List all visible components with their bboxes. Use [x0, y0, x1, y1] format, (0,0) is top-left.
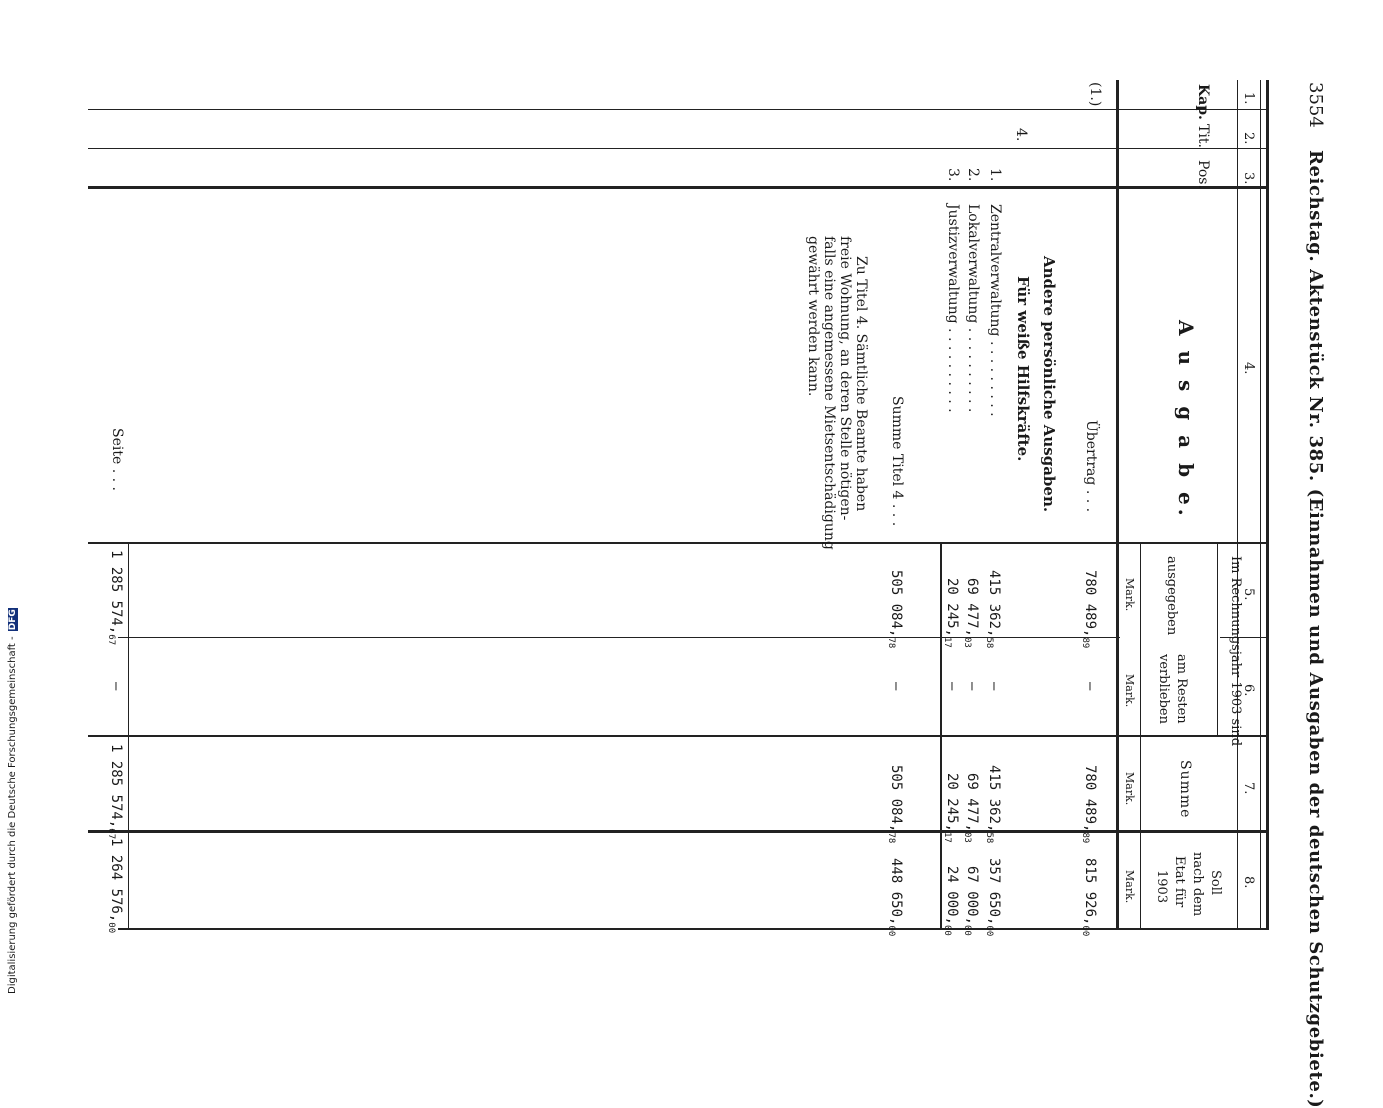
- footer-credit: [0, 608, 19, 1000]
- item-1-pos: 1.: [987, 168, 1003, 182]
- header-mark-5: Mark.: [1123, 578, 1136, 612]
- header-pos: Pos.: [1195, 160, 1211, 189]
- header-ausgabe: A u s g a b e.: [1174, 320, 1198, 520]
- item-1-summe: 415 $362,_{58}$: [984, 765, 1002, 844]
- seite-summe: 1 285 $574,_{67}$: [106, 744, 124, 840]
- header-am-resten: am Resten: [1174, 654, 1189, 724]
- note-line-4: gewährt werden kann.: [805, 236, 821, 397]
- uebertrag-resten: —: [1082, 682, 1098, 691]
- header-soll-3: Etat für: [1172, 856, 1187, 908]
- item-1-label: Zentralverwaltung . . . . . . . . .: [987, 204, 1003, 417]
- uebertrag-label: Übertrag . . .: [1083, 420, 1099, 513]
- rule-seite: [128, 544, 129, 930]
- titel-subheading: Für weiße Hilfskräfte.: [1014, 276, 1032, 462]
- summe-titel-ausgegeben: 505 $084,_{78}$: [886, 570, 904, 649]
- rule-col5: [88, 542, 1268, 544]
- frame-right-outer: [1266, 80, 1269, 930]
- note-line-1: Zu Titel 4. Sämtliche Beamte haben: [853, 256, 869, 512]
- header-mark-6: Mark.: [1123, 674, 1136, 708]
- page-number: 3554: [1305, 82, 1326, 128]
- seite-resten: —: [108, 682, 124, 691]
- item-2-soll: 67 $000,_{00}$: [962, 866, 980, 936]
- seite-soll: 1 264 $576,_{00}$: [106, 838, 124, 934]
- uebertrag-soll: 815 $926,_{00}$: [1080, 858, 1098, 937]
- header-mark-8: Mark.: [1123, 870, 1136, 904]
- header-summe: Summe: [1177, 760, 1193, 819]
- rule-header: [1116, 80, 1119, 930]
- colnum-3: 3.: [1241, 172, 1256, 185]
- rule-col1: [88, 109, 1268, 110]
- item-3-pos: 3.: [945, 168, 961, 182]
- header-soll-4: 1903: [1154, 870, 1169, 904]
- colnum-4: 4.: [1241, 362, 1256, 375]
- frame-top-thick: [88, 186, 1268, 189]
- header-soll-2: nach dem: [1190, 852, 1205, 917]
- rule-col7: [88, 735, 1268, 737]
- colnum-8: 8.: [1241, 876, 1256, 889]
- rule-colnumbers: [1237, 80, 1238, 930]
- colnum-6: 6.: [1241, 684, 1256, 697]
- note-line-3: falls eine angemessene Mietsentschädigung: [821, 236, 837, 550]
- titel-number: 4.: [1013, 128, 1029, 142]
- item-1-resten: —: [986, 682, 1002, 691]
- header-rechnungsjahr: Im Rechnungsjahr 1903 sind: [1228, 556, 1243, 747]
- header-kap: Kap.: [1195, 84, 1211, 120]
- rule-col2: [88, 148, 1268, 149]
- item-3-soll: 24 $000,_{00}$: [942, 866, 960, 936]
- header-soll-1: Soll: [1208, 870, 1223, 896]
- colnum-1: 1.: [1241, 92, 1256, 105]
- titel-heading: Andere persönliche Ausgaben.: [1040, 256, 1058, 513]
- kap-value: (1.): [1087, 82, 1103, 107]
- item-2-summe: 69 $477,_{03}$: [962, 773, 980, 843]
- item-2-pos: 2.: [965, 168, 981, 182]
- summe-titel-label: Summe Titel 4 . . .: [889, 396, 905, 527]
- uebertrag-ausgegeben: 780 $489,_{89}$: [1080, 570, 1098, 649]
- dfg-logo: DFG: [8, 609, 18, 631]
- item-3-summe: 20 $245,_{17}$: [942, 773, 960, 843]
- footer-note: Digitalisierung gefördert durch die Deutsche Forschungsgemeinschaft -: [7, 636, 18, 994]
- item-1-soll: 357 $650,_{00}$: [984, 858, 1002, 937]
- rule-mark: [1140, 544, 1141, 930]
- summe-titel-summe: 505 $084,_{78}$: [886, 765, 904, 844]
- item-2-label: Lokalverwaltung . . . . . . . . . .: [965, 204, 981, 413]
- header-verblieben: verblieben: [1156, 654, 1171, 724]
- rule-rechnungsjahr: [1120, 637, 1220, 638]
- item-3-ausgegeben: 20 $245,_{17}$: [942, 578, 960, 648]
- note-line-2: freie Wohnung, an deren Stelle nötigen-: [837, 236, 853, 521]
- seite-label: Seite . . .: [109, 428, 125, 491]
- summe-titel-resten: —: [888, 682, 904, 691]
- colnum-5: 5.: [1241, 588, 1256, 601]
- item-3-resten: —: [944, 682, 960, 691]
- item-3-label: Justizverwaltung . . . . . . . . . .: [945, 204, 961, 413]
- colnum-2: 2.: [1241, 132, 1256, 145]
- rule-rechnungsjahr-sub: [1217, 544, 1218, 737]
- header-ausgegeben: ausgegeben: [1164, 556, 1179, 636]
- uebertrag-summe: 780 $489,_{89}$: [1080, 765, 1098, 844]
- header-tit: Tit.: [1195, 124, 1211, 148]
- colnum-7: 7.: [1241, 782, 1256, 795]
- running-title: Reichstag. Aktenstück Nr. 385. (Einnahmen und Ausgaben der deutschen Schutzgebiete.): [1305, 150, 1326, 1108]
- seite-ausgegeben: 1 285 $574,_{67}$: [106, 550, 124, 646]
- item-2-ausgegeben: 69 $477,_{03}$: [962, 578, 980, 648]
- summe-titel-soll: 448 $650,_{00}$: [886, 858, 904, 937]
- frame-right-inner: [1260, 80, 1261, 930]
- item-2-resten: —: [964, 682, 980, 691]
- item-1-ausgegeben: 415 $362,_{58}$: [984, 570, 1002, 649]
- header-mark-7: Mark.: [1123, 772, 1136, 806]
